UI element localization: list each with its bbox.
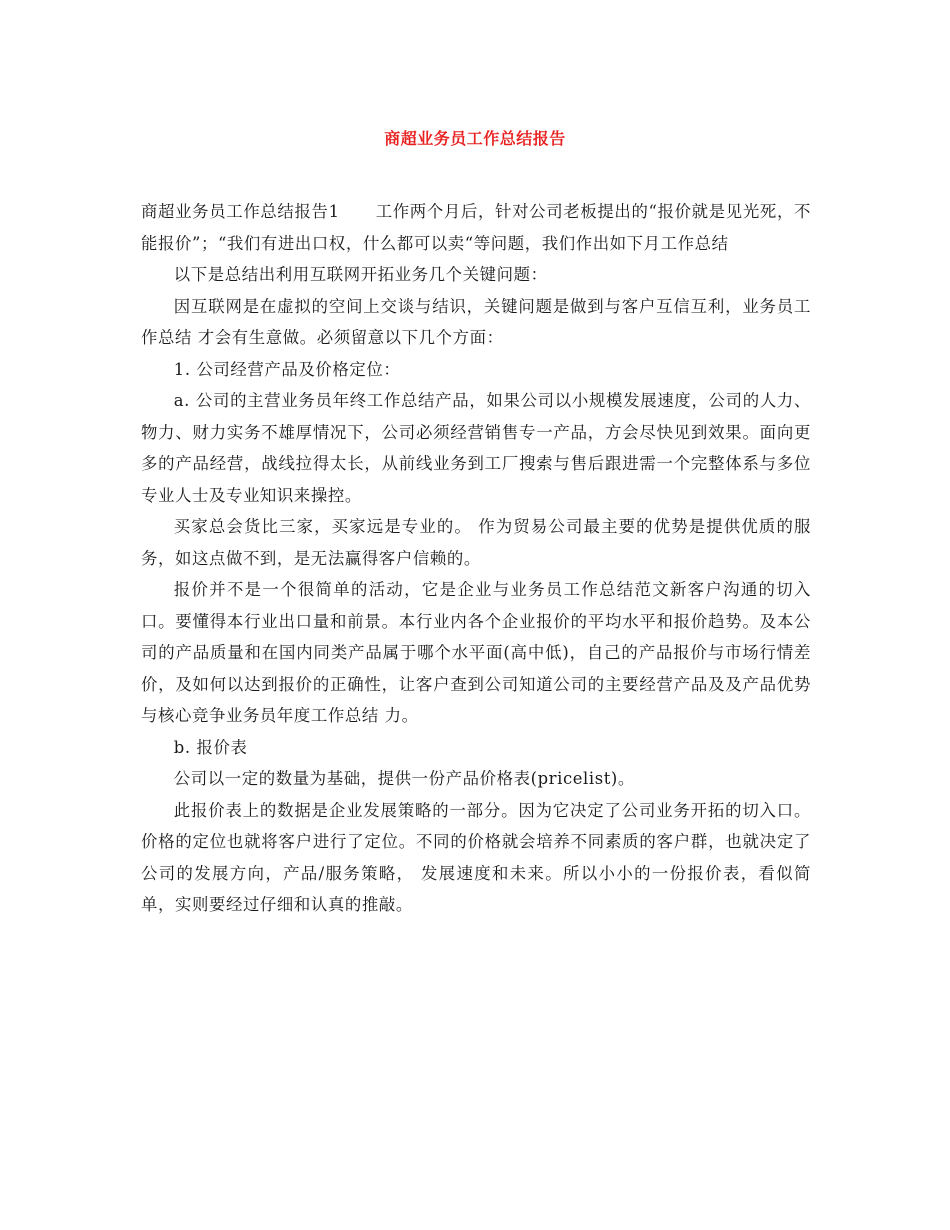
paragraph-1-body: 工作两个月后，针对公司老板提出的“报价就是见光死，不能报价”；“我们有进出口权，什么都可以卖“等问题，我们作出如下月工作总结	[141, 202, 811, 253]
paragraph-2: 以下是总结出利用互联网开拓业务几个关键问题：	[173, 265, 548, 284]
paragraph-4: 1. 公司经营产品及价格定位：	[173, 359, 401, 379]
paragraph-8: b. 报价表	[173, 737, 248, 757]
paragraph-1	[141, 196, 811, 259]
paragraph-9: 公司以一定的数量为基础，提供一份产品价格表(pricelist)。	[173, 769, 635, 788]
paragraph-5: a. 公司的主营业务员年终工作总结产品，如果公司以小规模发展速度，公司的人力、物力、财力实务不雄厚情况下，公司必须经营销售专一产品，方会尽快见到效果。面向更多的产品经营，战线拉得太长，从前线业务到工厂搜索与售后跟进需一个完整体系与多位专业人士及专业知识来操控。	[141, 391, 811, 505]
document-title: 商超业务员工作总结报告	[384, 129, 566, 148]
paragraph-3: 因互联网是在虚拟的空间上交谈与结识，关键问题是做到与客户互信互利，业务员工作总结 才会有生意做。必须留意以下几个方面：	[141, 296, 811, 347]
paragraph-1-heading: 商超业务员工作总结报告1	[141, 202, 340, 221]
paragraph-6: 买家总会货比三家，买家远是专业的。 作为贸易公司最主要的优势是提供优质的服务，如这点做不到，是无法赢得客户信赖的。	[141, 517, 811, 568]
document-body	[141, 196, 811, 921]
paragraph-10: 此报价表上的数据是企业发展策略的一部分。因为它决定了公司业务开拓的切入口。 价格的定位也就将客户进行了定位。不同的价格就会培养不同素质的客户群，也就决定了公司的发展方向，产品/服务策略， 发展速度和未来。所以小小的一份报价表，看似简单，实则要经过仔细和认真的推敲。	[141, 800, 811, 914]
paragraph-7: 报价并不是一个很简单的活动，它是企业与业务员工作总结范文新客户沟通的切入口。要懂得本行业出口量和前景。本行业内各个企业报价的平均水平和报价趋势。及本公司的产品质量和在国内同类产品属于哪个水平面(高中低)，自己的产品报价与市场行情差价，及如何以达到报价的正确性，让客户查到公司知道公司的主要经营产品及及产品优势与核心竞争业务员年度工作总结 力。	[141, 580, 811, 725]
